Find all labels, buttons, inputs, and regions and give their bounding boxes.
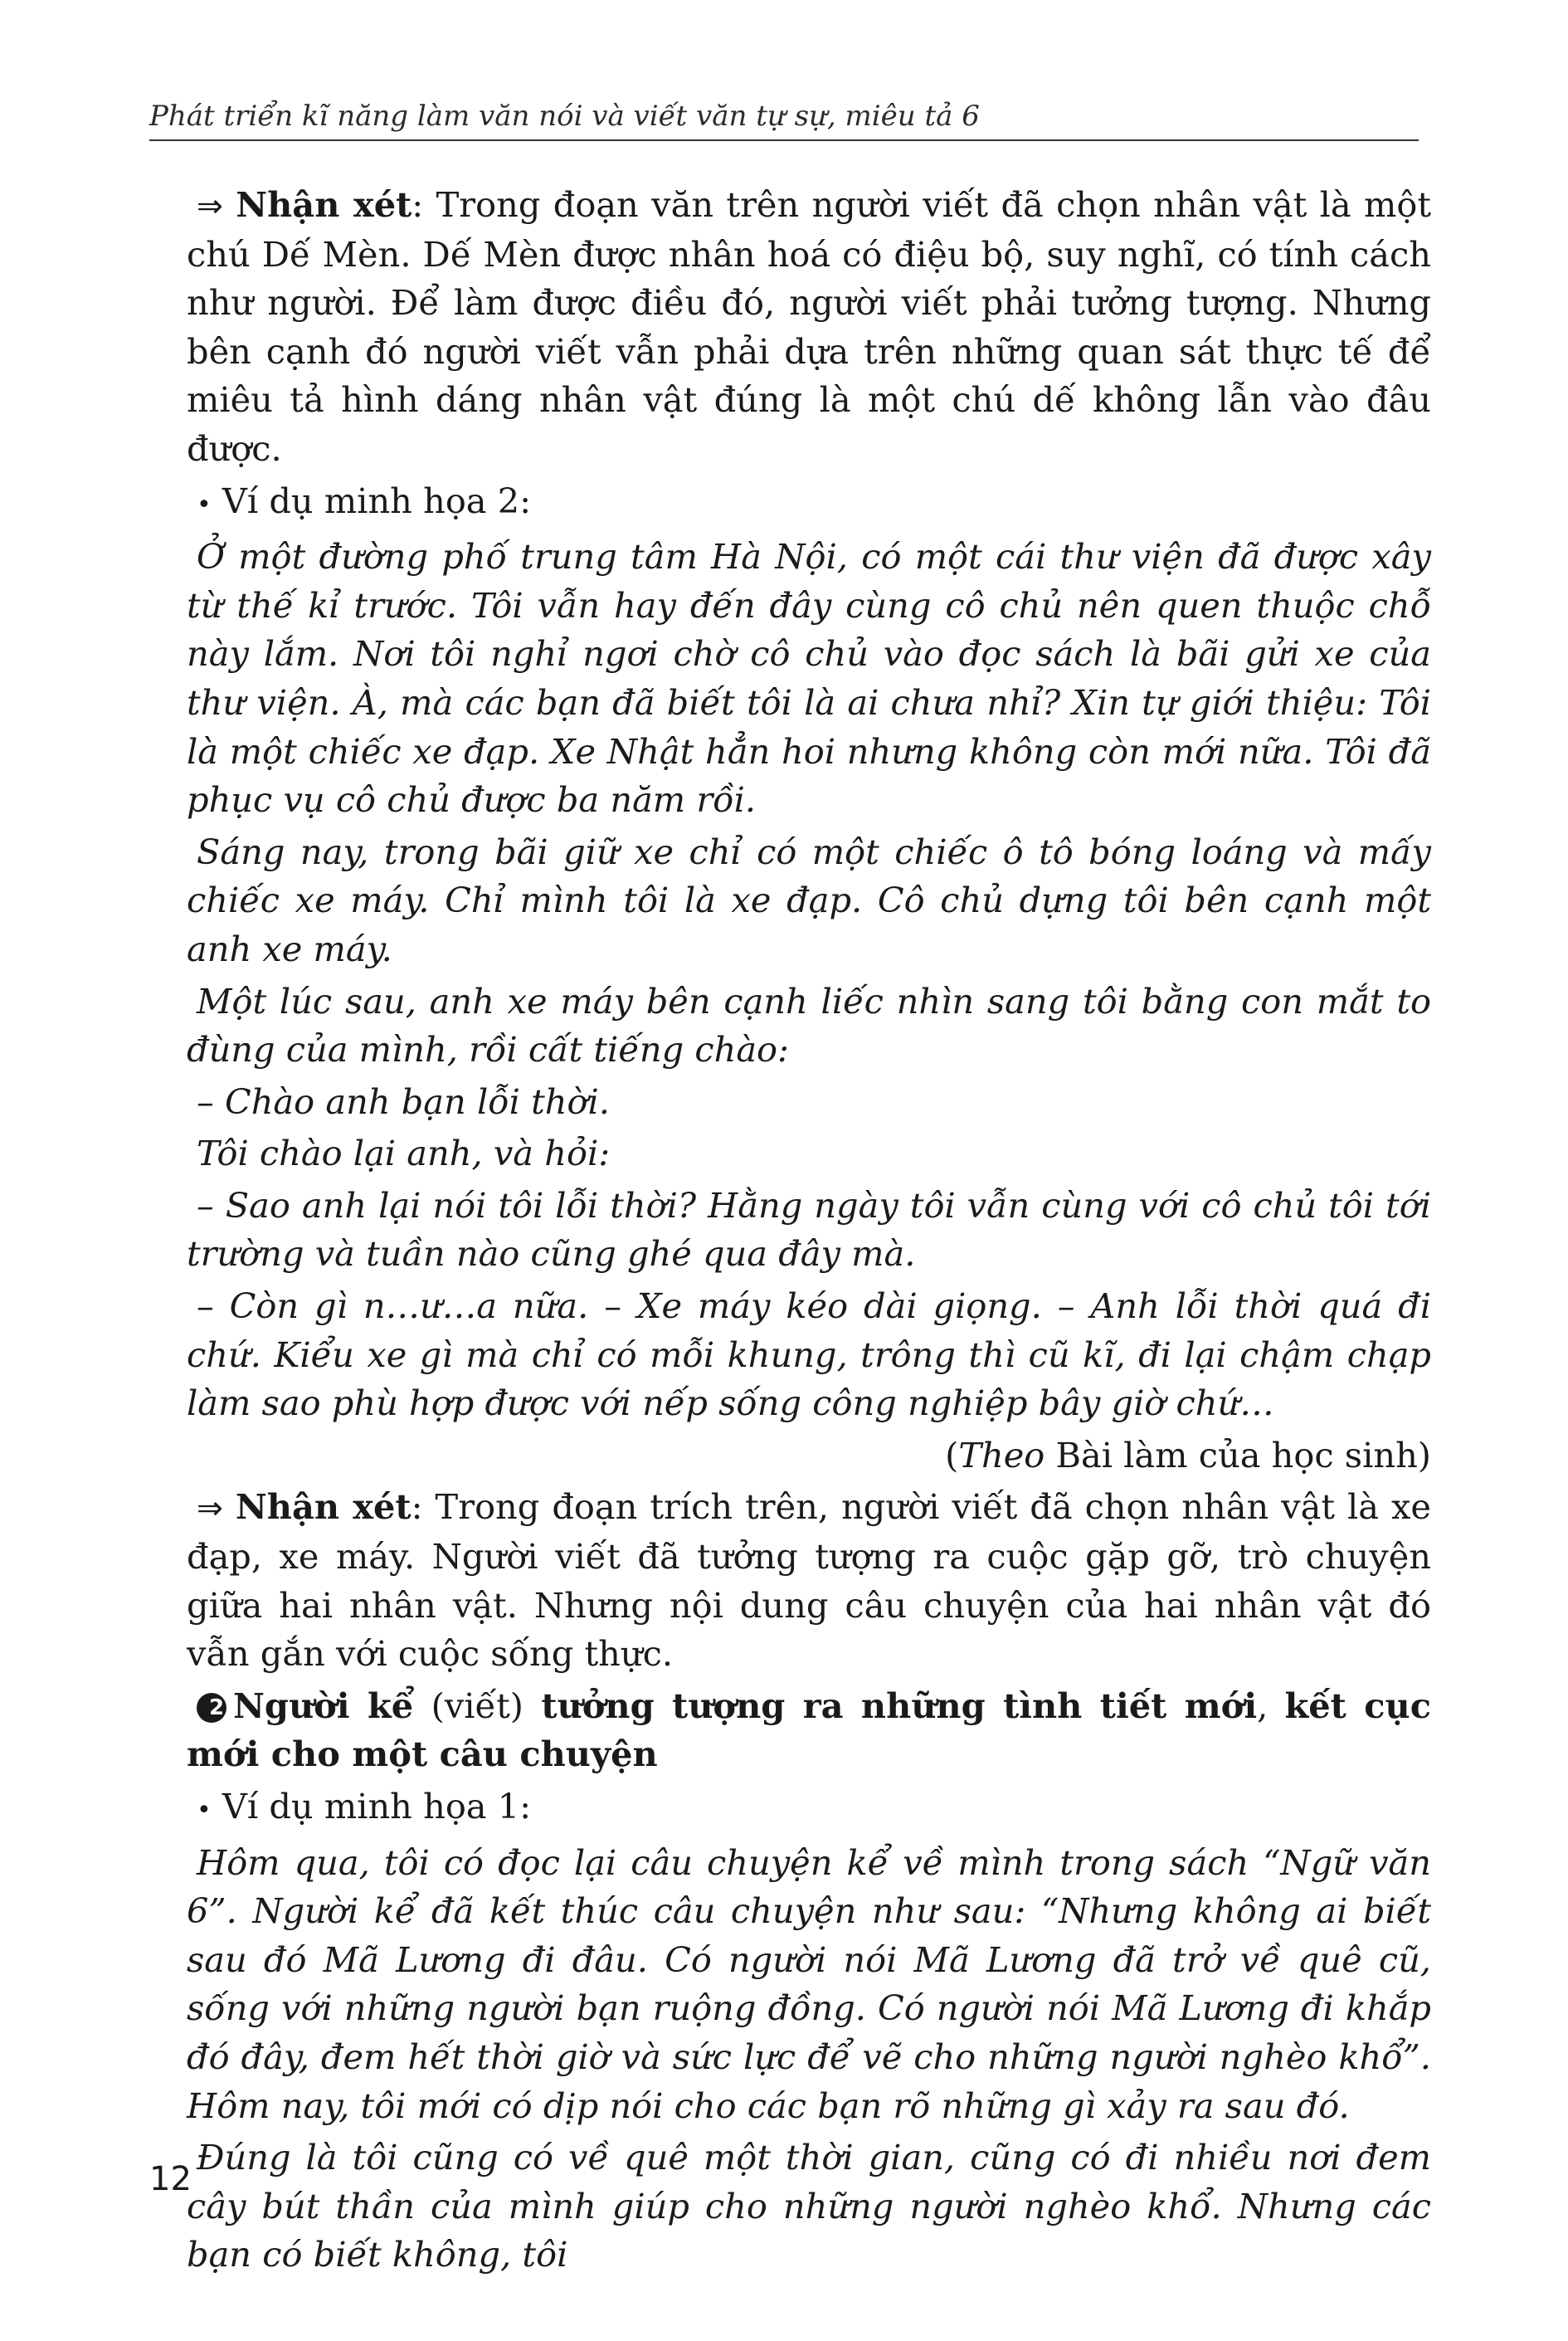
page-number: 12 <box>149 2160 192 2198</box>
comment-label: Nhận xét <box>236 184 412 225</box>
comment-paragraph-1 <box>187 181 1431 474</box>
arrow-icon: ⇒ <box>197 188 223 224</box>
heading-part: tưởng tượng ra những tình tiết mới <box>523 1685 1258 1726</box>
citation-rest: Bài làm của học sinh) <box>1045 1434 1431 1475</box>
section-heading-2 <box>187 1682 1431 1779</box>
comment-text: : Trong đoạn trích trên, người viết đã chọn nhân vật là xe đạp, xe máy. Người viết đã tưởng tượng ra cuộc gặp gỡ, trò chuyện giữa hai nhân vật. Nhưng nội dung câu chuyện của hai nhân vật đó vẫn gắn với cuộc sống thực. <box>187 1486 1431 1675</box>
number-badge-icon: 2 <box>197 1693 226 1723</box>
story2-paragraph: Đúng là tôi cũng có về quê một thời gian, cũng có đi nhiều nơi đem cây bút thần của mình giúp cho những người nghèo khổ. Nhưng các bạn có biết không, tôi <box>187 2137 1431 2275</box>
bullet-icon: • <box>197 1796 212 1825</box>
example-label-1 <box>187 1783 1431 1836</box>
comment-label: Nhận xét <box>235 1486 411 1528</box>
running-header: Phát triển kĩ năng làm văn nói và viết văn tự sự, miêu tả 6 <box>149 100 980 133</box>
bullet-icon: • <box>197 490 212 519</box>
comment-paragraph-2 <box>187 1483 1431 1678</box>
heading-part: kết cục mới cho một câu chuyện <box>187 1685 1431 1775</box>
story1-paragraph: – Chào anh bạn lỗi thời. <box>197 1080 610 1122</box>
story2-paragraph: Hôm qua, tôi có đọc lại câu chuyện kể về mình trong sách “Ngữ văn 6”. Người kể đã kết thúc câu chuyện như sau: “Nhưng không ai biết sau đó Mã Lương đi đâu. Có người nói Mã Lương đã trở về quê cũ, sống với những người bạn ruộng đồng. Có người nói Mã Lương đi khắp đó đây, đem hết thời giờ và sức lực để vẽ cho những người nghèo khổ”. Hôm nay, tôi mới có dịp nói cho các bạn rõ những gì xảy ra sau đó. <box>187 1841 1431 2126</box>
source-citation <box>187 1431 1431 1480</box>
heading-part: , <box>1257 1685 1285 1726</box>
story1-paragraph: – Sao anh lại nói tôi lỗi thời? Hằng ngày tôi vẫn cùng với cô chủ tôi tới trường và tuần nào cũng ghé qua đây mà. <box>187 1184 1431 1275</box>
story1-paragraph: – Còn gì n…ư…a nữa. – Xe máy kéo dài giọng. – Anh lỗi thời quá đi chứ. Kiểu xe gì mà chỉ có mỗi khung, trông thì cũ kĩ, đi lại chậm chạp làm sao phù hợp được với nếp sống công nghiệp bây giờ chứ… <box>187 1285 1431 1424</box>
header-rule <box>149 139 1419 141</box>
citation-theo: Theo <box>958 1434 1045 1475</box>
story1-paragraph: Sáng nay, trong bãi giữ xe chỉ có một chiếc ô tô bóng loáng và mấy chiếc xe máy. Chỉ mình tôi là xe đạp. Cô chủ dựng tôi bên cạnh một anh xe máy. <box>187 831 1431 969</box>
comment-text: : Trong đoạn văn trên người viết đã chọn nhân vật là một chú Dế Mèn. Dế Mèn được nhân hoá có điệu bộ, suy nghĩ, có tính cách như người. Để làm được điều đó, người viết phải tưởng tượng. Nhưng bên cạnh đó người viết vẫn phải dựa trên những quan sát thực tế để miêu tả hình dáng nhân vật đúng là một chú dế không lẫn vào đâu được. <box>187 184 1431 469</box>
page-content <box>187 181 1431 2283</box>
heading-part: (viết) <box>431 1685 523 1726</box>
story1-paragraph: Tôi chào lại anh, và hỏi: <box>197 1133 611 1174</box>
story1-paragraph: Một lúc sau, anh xe máy bên cạnh liếc nhìn sang tôi bằng con mắt to đùng của mình, rồi cất tiếng chào: <box>187 980 1431 1071</box>
arrow-icon: ⇒ <box>197 1490 223 1527</box>
example-label-text: Ví dụ minh họa 2: <box>222 480 532 521</box>
citation-open: ( <box>945 1434 959 1475</box>
example-label-text: Ví dụ minh họa 1: <box>222 1786 532 1826</box>
heading-part: Người kể <box>233 1685 431 1726</box>
story1-paragraph: Ở một đường phố trung tâm Hà Nội, có một cái thư viện đã được xây từ thế kỉ trước. Tôi vẫn hay đến đây cùng cô chủ nên quen thuộc chỗ này lắm. Nơi tôi nghỉ ngơi chờ cô chủ vào đọc sách là bãi gửi xe của thư viện. À, mà các bạn đã biết tôi là ai chưa nhỉ? Xin tự giới thiệu: Tôi là một chiếc xe đạp. Xe Nhật hẳn hoi nhưng không còn mới nữa. Tôi đã phục vụ cô chủ được ba năm rồi. <box>187 536 1431 821</box>
example-label-2 <box>187 477 1431 530</box>
